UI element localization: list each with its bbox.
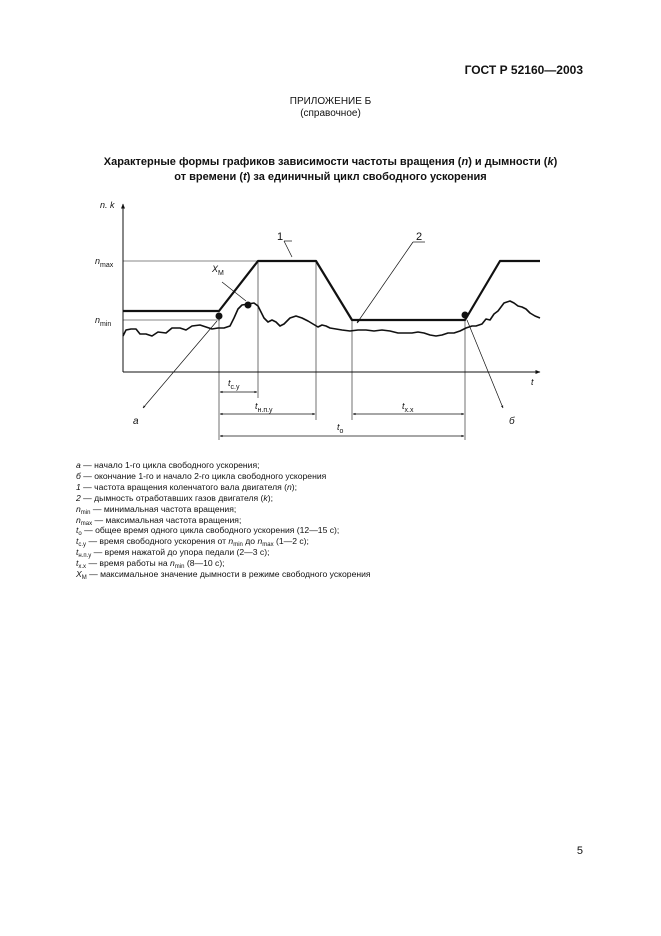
appendix-note: (справочное) xyxy=(300,108,361,119)
page-number: 5 xyxy=(576,845,583,857)
xm-label: $X_M$ xyxy=(212,264,224,277)
tcy-label: $t_{с.у}$ xyxy=(228,378,240,391)
legend-item-nmin: $n_{min}$ — минимальная частота вращения; xyxy=(76,503,237,516)
nmax-label: $n_{max}$ xyxy=(95,256,114,269)
curve-1-engine-speed xyxy=(123,261,540,320)
point-cycle-start xyxy=(216,313,223,320)
x-axis-label: t xyxy=(531,377,534,387)
point-b-label: б xyxy=(509,416,515,427)
leader-curve-2 xyxy=(357,242,413,323)
legend-item-xm: $X_M$ — максимальное значение дымности в режиме свободного ускорения xyxy=(76,569,371,582)
legend-item-to: $t_о$ — общее время одного цикла свободного ускорения (12—15 с); xyxy=(76,525,340,538)
tnpy-label: $t_{н.п.у}$ xyxy=(255,401,273,414)
legend-item-a: а — начало 1-го цикла свободного ускорения; xyxy=(76,460,260,470)
y-axis-label: n. k xyxy=(100,200,115,210)
txx-label: $t_{х.х}$ xyxy=(402,401,414,414)
leader-curve-1b xyxy=(284,241,292,257)
legend-item-curve-1: 1 — частота вращения коленчатого вала двигателя (n); xyxy=(76,481,298,492)
to-label: $t_о$ xyxy=(337,422,344,435)
legend-item-txx: $t_{х.х}$ — время работы на $n_{min}$ (8—10 с); xyxy=(76,558,225,571)
point-max-smoke xyxy=(245,302,252,309)
legend-item-curve-2: 2 — дымность отработавших газов двигателя (k); xyxy=(76,492,273,503)
figure-title: Характерные формы графиков зависимости частоты вращения (n) и дымности (k) от времени (t) за единичный цикл свободного ускорения xyxy=(103,156,558,183)
curve-2-smoke-opacity xyxy=(123,301,540,336)
leader-point-b xyxy=(467,320,503,408)
curve-1-label: 1 xyxy=(277,231,284,243)
legend-item-tcy: $t_{с.у}$ — время свободного ускорения от $n_{min}$ до $n_{max}$ (1—2 с); xyxy=(76,536,309,549)
appendix-title: ПРИЛОЖЕНИЕ Б xyxy=(289,96,372,107)
curve-2-label: 2 xyxy=(416,231,423,243)
point-cycle-end xyxy=(462,312,469,319)
standard-number: ГОСТ Р 52160—2003 xyxy=(464,63,583,77)
cycle-diagram xyxy=(0,0,661,460)
nmin-label: $n_{min}$ xyxy=(95,315,112,328)
legend-item-b: б — окончание 1-го и начало 2-го цикла свободного ускорения xyxy=(76,470,327,481)
legend-item-tnpy: $t_{н.п.у}$ — время нажатой до упора педали (2—3 с); xyxy=(76,547,270,560)
leader-xm xyxy=(222,282,246,301)
point-a-label: а xyxy=(133,416,139,427)
legend xyxy=(76,460,596,580)
legend-item-nmax: $n_{max}$ — максимальная частота вращения; xyxy=(76,514,242,527)
